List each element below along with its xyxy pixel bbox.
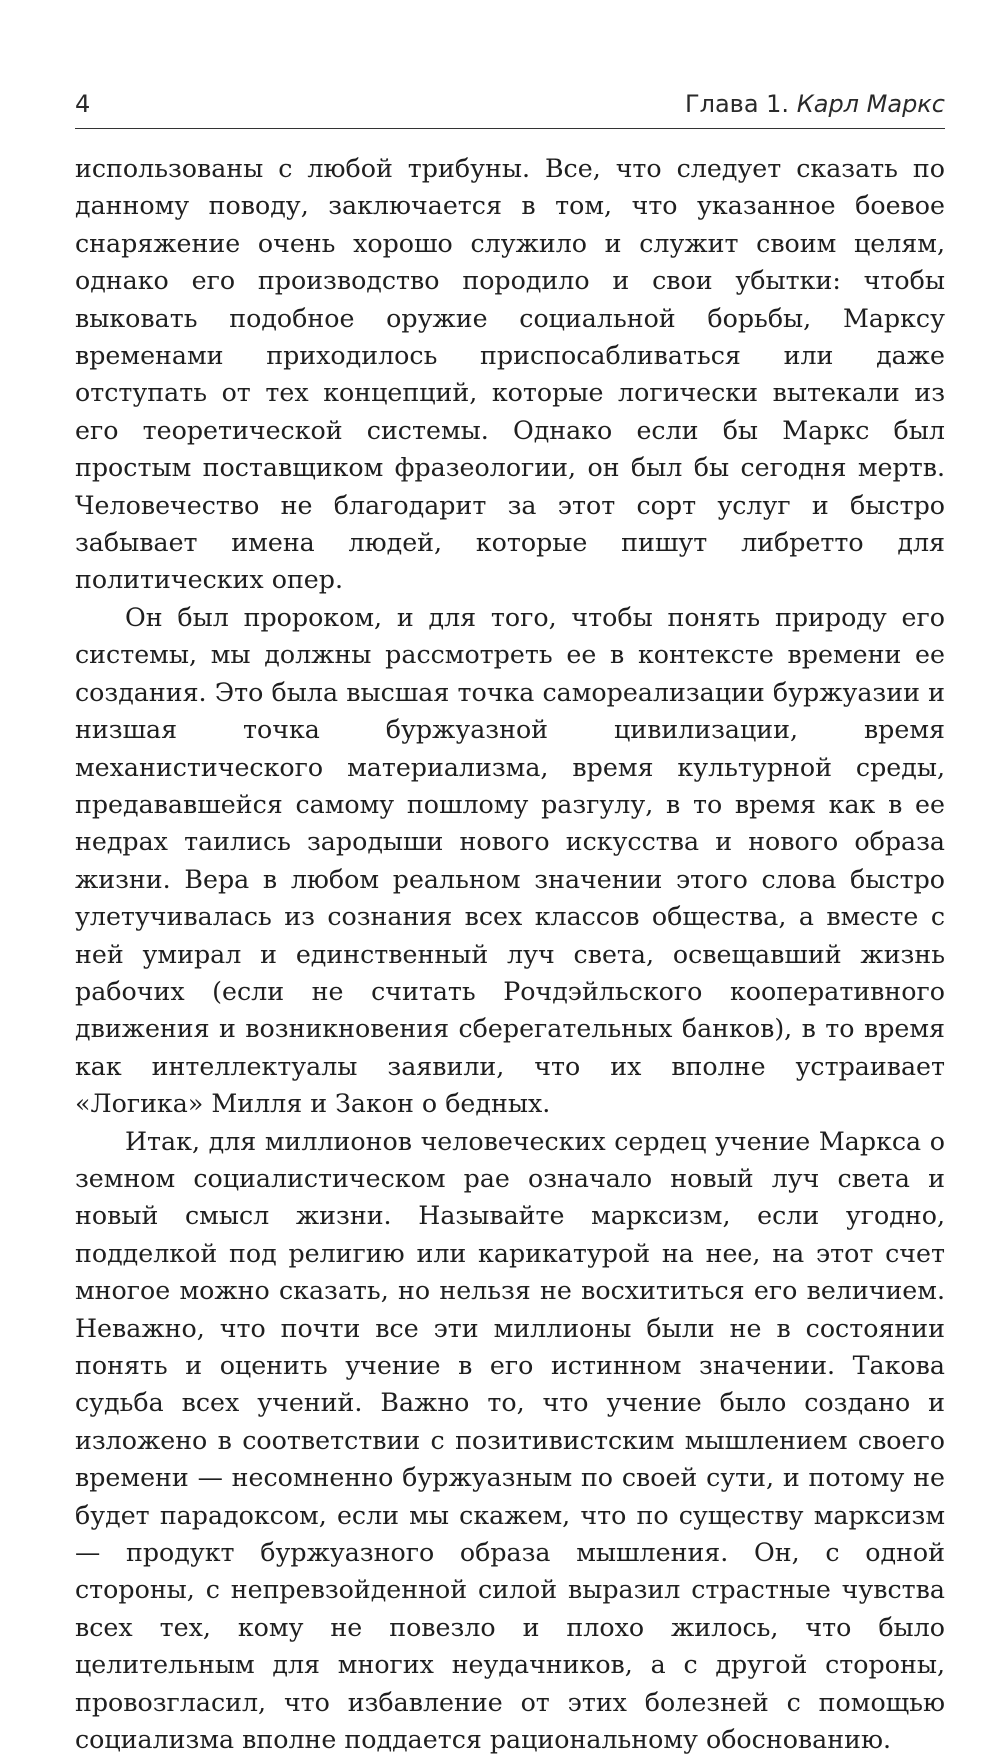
running-head [685, 90, 945, 118]
paragraph: Итак, для миллионов человеческих сердец учение Маркса о земном социалистическом рае означало новый луч света и новый смысл жизни. Называйте марксизм, если угодно, подделкой под религию или карикатурой на нее, на этот счет многое можно сказать, но нельзя не восхититься его величием. Неважно, что почти все эти миллионы были не в состоянии понять и оценить учение в его истинном значении. Такова судьба всех учений. Важно то, что учение было создано и изложено в соответствии с позитивистским мышлением своего времени — несомненно буржуазным по своей сути, и потому не будет парадоксом, если мы скажем, что по существу марксизм — продукт буржуазного образа мышления. Он, с одной стороны, с непревзойденной силой выразил страстные чувства всех тех, кому не повезло и плохо жилось, что было целительным для многих неудачников, а с другой стороны, провозгласил, что избавление от этих болезней с помощью социализма вполне поддается рациональному обоснованию. [75, 1126, 945, 1755]
chapter-label: Глава 1. [685, 90, 790, 118]
chapter-title: Карл Маркс [796, 90, 945, 118]
body-text [75, 150, 945, 1758]
paragraph-continuation: использованы с любой трибуны. Все, что следует сказать по данному поводу, заключается в том, что указанное боевое снаряжение очень хорошо служило и служит своим целям, однако его производство породило и свои убытки: чтобы выковать подобное оружие социальной борьбы, Марксу временами приходилось приспосабливаться или даже отступать от тех концепций, которые логически вытекали из его теоретической системы. Однако если бы Маркс был простым поставщиком фразеологии, он был бы сегодня мертв. Человечество не благодарит за этот сорт услуг и быстро забывает имена людей, которые пишут либретто для политических опер. [75, 154, 945, 595]
running-header [75, 84, 945, 129]
paragraph: Он был пророком, и для того, чтобы понять природу его системы, мы должны рассмотреть ее в контексте времени ее создания. Это была высшая точка самореализации буржуазии и низшая точка буржуазной цивилизации, время механистического материализма, время культурной среды, предававшейся самому пошлому разгулу, в то время как в ее недрах таились зародыши нового искусства и нового образа жизни. Вера в любом реальном значении этого слова быстро улетучивалась из сознания всех классов общества, а вместе с ней умирал и единственный луч света, освещавший жизнь рабочих (если не считать Рочдэйльского кооперативного движения и возникновения сберегательных банков), в то время как интеллектуалы заявили, что их вполне устраивает «Логика» Милля и Закон о бедных. [75, 602, 945, 1119]
page-number: 4 [75, 90, 91, 118]
